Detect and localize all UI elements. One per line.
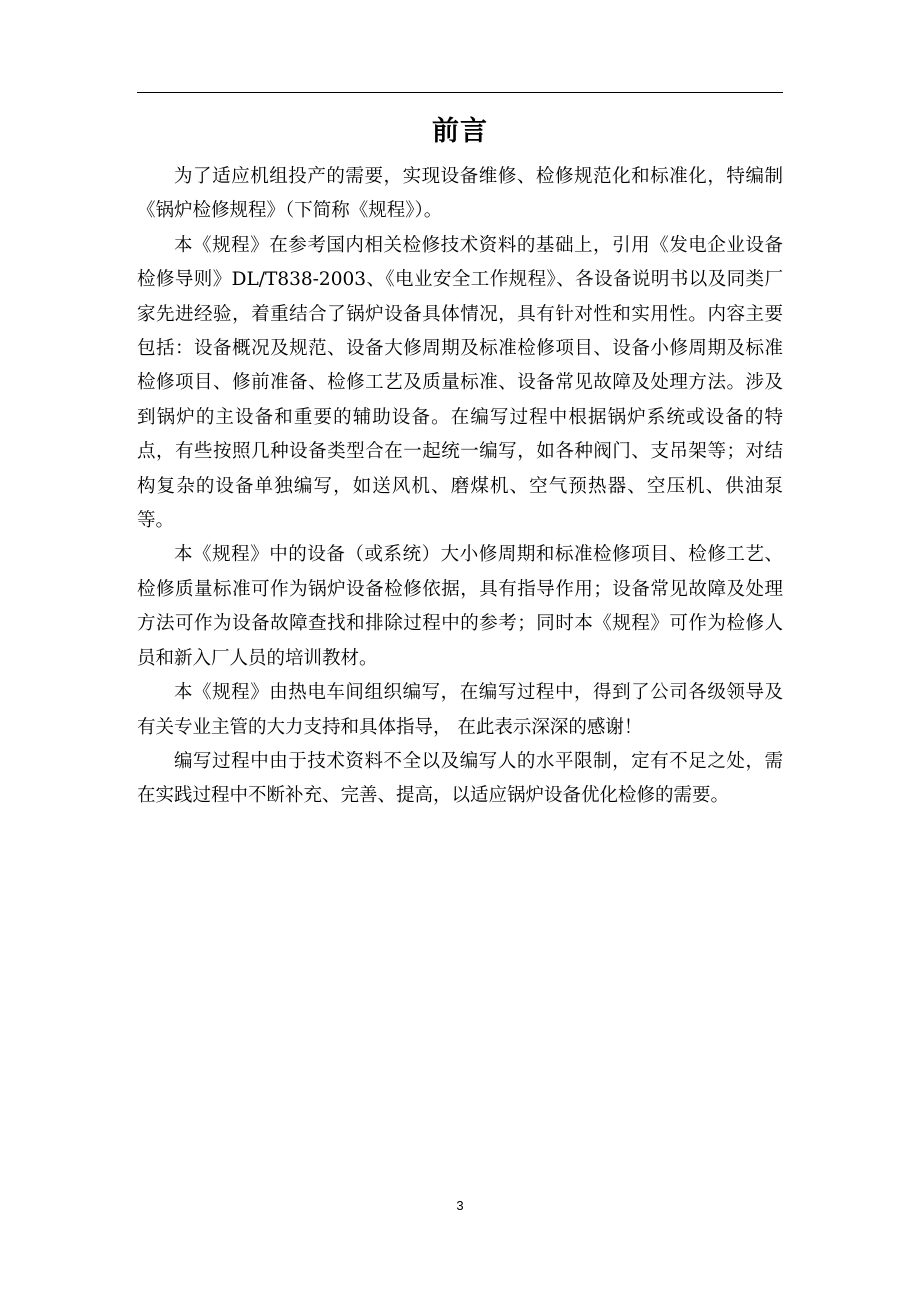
paragraph-usage: 本《规程》中的设备（或系统）大小修周期和标准检修项目、检修工艺、检修质量标准可作为锅炉设备检修依据，具有指导作用；设备常见故障及处理方法可作为设备故障查找和排除过程中的参考；同时本《规程》可作为检修人员和新入厂人员的培训教材。 — [137, 544, 783, 669]
paragraph-acknowledgement: 本《规程》由热电车间组织编写，在编写过程中，得到了公司各级领导及有关专业主管的大力支持和具体指导， 在此表示深深的感谢！ — [137, 682, 783, 738]
body-text — [137, 160, 783, 814]
header-rule — [137, 92, 783, 93]
paragraph-limitations: 编写过程中由于技术资料不全以及编写人的水平限制，定有不足之处，需在实践过程中不断补充、完善、提高，以适应锅炉设备优化检修的需要。 — [137, 750, 783, 807]
page-number: 3 — [456, 1198, 464, 1213]
paragraph-purpose: 为了适应机组投产的需要，实现设备维修、检修规范化和标准化，特编制《锅炉检修规程》（下简称《规程》）。 — [137, 166, 783, 222]
paragraph-contents: 本《规程》在参考国内相关检修技术资料的基础上，引用《发电企业设备检修导则》DL/T838-2003、《电业安全工作规程》、各设备说明书以及同类厂家先进经验，着重结合了锅炉设备具体情况，具有针对性和实用性。内容主要包括：设备概况及规范、设备大修周期及标准检修项目、设备小修周期及标准检修项目、修前准备、检修工艺及质量标准、设备常见故障及处理方法。涉及到锅炉的主设备和重要的辅助设备。在编写过程中根据锅炉系统或设备的特点，有些按照几种设备类型合在一起统一编写，如各种阀门、支吊架等；对结构复杂的设备单独编写，如送风机、磨煤机、空气预热器、空压机、供油泵等。 — [137, 234, 783, 532]
page-title: 前言 — [432, 116, 488, 147]
